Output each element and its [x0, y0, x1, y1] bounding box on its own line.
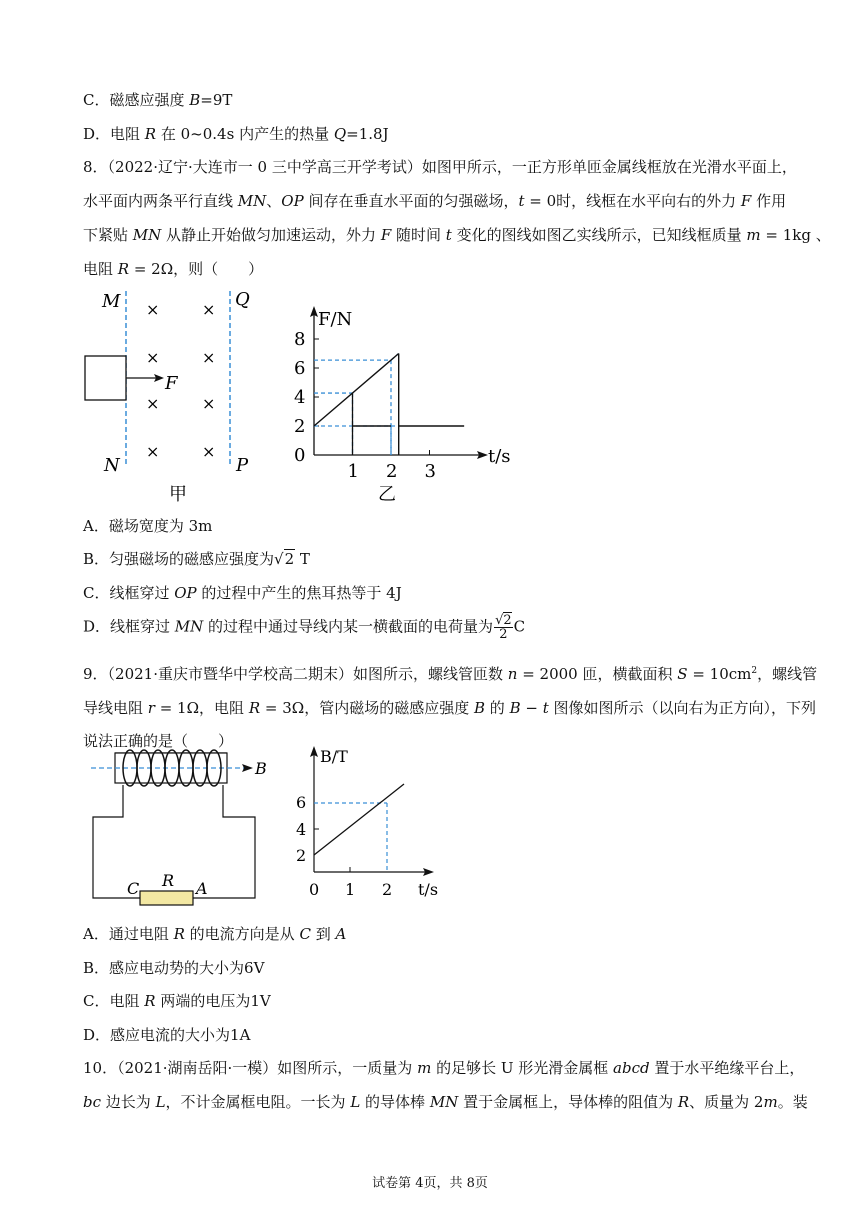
q9-stem-line2: 导线电阻 r = 1Ω，电阻 R = 3Ω，管内磁场的磁感应强度 B 的 B − t 图像如图所示（以向右为正方向），下列 [83, 699, 817, 717]
x-tick-label: 1 [347, 461, 359, 482]
q10-stem-line2: bc 边长为 L，不计金属框电阻。一长为 L 的导体棒 MN 置于金属框上，导体棒的阻值为 R、质量为 2m。装 [83, 1093, 808, 1111]
q9-figure-circuit [85, 745, 285, 905]
q10-stem-line1: 10．（2021·湖南岳阳·一模）如图所示，一质量为 m 的足够长 U 形光滑金属框 abcd 置于水平绝缘平台上， [83, 1059, 805, 1077]
field-x: × [202, 348, 216, 367]
y-tick-2: 2 [296, 846, 307, 865]
resistor-r [140, 891, 193, 905]
q8-figure-yi-chart [290, 290, 520, 510]
sqrt-expression: √2 [274, 550, 295, 568]
label-p: P [236, 455, 249, 476]
label-c: C [127, 879, 140, 898]
q8-option-a: A．磁场宽度为 3m [83, 517, 213, 535]
x-tick-1: 1 [345, 880, 356, 899]
q8-stem-line2: 水平面内两条平行直线 MN、OP 间存在垂直水平面的匀强磁场，t = 0时，线框在水平向右的外力 F 作用 [83, 192, 787, 210]
q9-option-c: C．电阻 R 两端的电压为1V [83, 992, 271, 1010]
q8-option-d: D．线框穿过 MN 的过程中通过导线内某一横截面的电荷量为 $\frac{√2}{2}$ C [83, 613, 526, 642]
q9-option-a: A．通过电阻 R 的电流方向是从 C 到 A [83, 925, 347, 943]
label-f: F [165, 373, 178, 394]
q7-option-c: C．磁感应强度 B=9T [83, 91, 233, 109]
label-n: N [104, 455, 120, 476]
field-x: × [202, 394, 216, 413]
field-x: × [202, 300, 216, 319]
q8-stem-line4: 电阻 R = 2Ω，则（ ） [83, 260, 264, 278]
y-tick-label: 4 [294, 387, 306, 408]
x-axis-label: t/s [418, 880, 439, 899]
y-tick-label: 0 [294, 445, 306, 466]
q8-stem-line1: 8．（2022·辽宁·大连市一 0 三中学高三开学考试）如图甲所示，一正方形单匝金属线框放在光滑水平面上， [83, 158, 797, 176]
series-line-1 [314, 354, 399, 427]
y-tick-label: 2 [294, 416, 306, 437]
q8-figure-jia [80, 285, 280, 505]
q8-option-c: C．线框穿过 OP 的过程中产生的焦耳热等于 4J [83, 584, 402, 602]
field-x: × [146, 442, 160, 461]
label-a: A [196, 879, 208, 898]
label-b: B [255, 759, 267, 778]
q8-option-b: B．匀强磁场的磁感应强度为√2 T [83, 550, 310, 568]
q8-stem-line3: 下紧贴 MN 从静止开始做匀加速运动，外力 F 随时间 t 变化的图线如图乙实线所示，已知线框质量 m = 1kg 、 [83, 226, 831, 244]
x-tick-label: 2 [386, 461, 398, 482]
caption-yi: 乙 [378, 484, 396, 505]
x-tick-label: 3 [424, 461, 436, 482]
field-x: × [202, 442, 216, 461]
label-r: R [162, 871, 175, 890]
b-t-line [314, 784, 404, 855]
page-footer: 试卷第 4页，共 8页 [372, 1176, 488, 1191]
label-q: Q [235, 289, 250, 310]
y-axis-label: F/N [318, 309, 353, 330]
q9-option-d: D．感应电流的大小为1A [83, 1026, 251, 1044]
y-tick-6: 6 [296, 793, 307, 812]
label-m: M [102, 291, 121, 312]
x-tick-0: 0 [309, 880, 320, 899]
y-axis-label: B/T [320, 747, 348, 766]
q7-option-d: D．电阻 R 在 0~0.4s 内产生的热量 Q=1.8J [83, 125, 389, 143]
square-coil [85, 356, 126, 400]
y-tick-label: 8 [294, 329, 306, 350]
q9-figure-bt-graph [290, 740, 450, 910]
q9-stem-line1: 9．（2021·重庆市暨华中学校高二期末）如图所示，螺线管匝数 n = 2000 匝，横截面积 $S = 10cm^2$，螺线管 [83, 665, 818, 683]
q9-option-b: B．感应电动势的大小为6V [83, 959, 265, 977]
y-tick-4: 4 [296, 820, 307, 839]
field-x: × [146, 394, 160, 413]
y-tick-label: 6 [294, 358, 306, 379]
x-axis-label: t/s [488, 446, 511, 467]
caption-jia: 甲 [169, 484, 187, 505]
x-tick-2: 2 [382, 880, 393, 899]
q9-stem-line3: 说法正确的是（ ） [83, 732, 234, 750]
field-x: × [146, 348, 160, 367]
field-x: × [146, 300, 160, 319]
fraction-expression: $\frac{√2}{2}$ [495, 613, 512, 642]
